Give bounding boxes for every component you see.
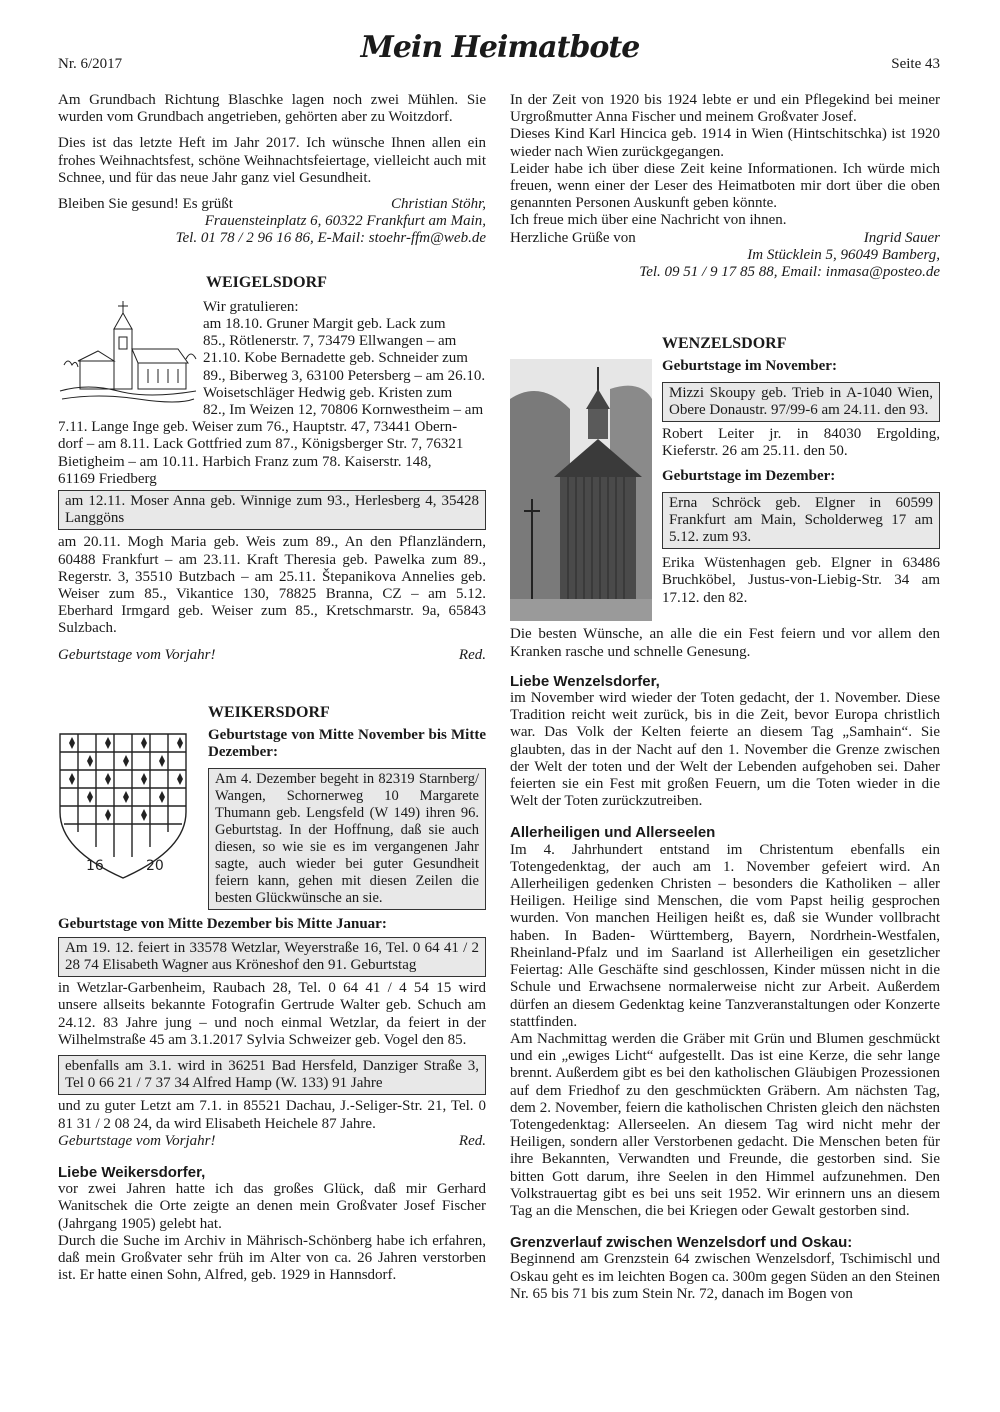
weikersdorf-subheading-2: Geburtstage von Mitte Dezember bis Mitte Januar:: [58, 915, 387, 932]
right-paragraph-3: Leider habe ich über diese Zeit keine Informationen. Ich würde mich freuen, wenn einer der Leser des Heimatboten mir dort über die oben genannten Personen Auskunft geben könnte.: [510, 160, 940, 212]
weigelsdorf-full-2: dorf – am 8.11. Lack Gottfried zum 87., Königsberger Str. 7, 76321: [58, 436, 464, 453]
weikersdorf-highlight-box: Am 4. Dezember begeht in 82319 Starnberg/ Wangen, Schornerweg 10 Margarete Thumann geb. Lengsfeld (W 149) ihren 96. Geburtstag. In der Hoffnung, daß sie auch diesen, so wie sie es im vergangenen Jahr sagte, auch wieder bei guter Gesundheit feiern kann, gehen mit diesen Zeilen die besten Glückwünsche an sie.: [208, 768, 486, 910]
weigelsdorf-heading: WEIGELSDORF: [206, 273, 327, 291]
wenzelsdorf-heading: WENZELSDORF: [662, 335, 787, 353]
weigelsdorf-line-3: 85., Rötlenerstr. 7, 73479 Ellwangen – am: [203, 333, 457, 350]
right-signature-line: [510, 230, 940, 247]
weikersdorf-letter-2: Durch die Suche im Archiv in Mährisch-Schönberg habe ich erfahren, daß mein Großvater sehr früh im Alter von ca. 26 Jahren verstorben ist. Er hatte einen Sohn, Alfred, geb. 1929 in Hannsdorf.: [58, 1232, 486, 1284]
weikersdorf-subheading: Geburtstage von Mitte November bis Mitte Dezember:: [208, 727, 486, 761]
weikersdorf-letter-heading: Liebe Weikersdorfer,: [58, 1163, 206, 1181]
weigelsdorf-red: Red.: [458, 646, 486, 663]
issue-number: Nr. 6/2017: [58, 56, 123, 72]
chapel-photo-icon: [510, 359, 652, 621]
wenzelsdorf-erika: Erika Wüstenhagen geb. Elgner in 63486 Bruchköbel, Justus-von-Liebig-Str. 34 am 17.12. den 82.: [662, 555, 940, 606]
allerheiligen-text-2: Am Nachmittag werden die Gräber mit Grün und Blumen geschmückt und ein „ewiges Licht“ aufgestellt. Das ist eine Kerze, die sehr lange brennt. Außerdem gibt es bei den katholischen Gläubigen Prozessionen auf dem Friedhof zu den geschmückten Gräbern. Am nächsten Tag, dem 2. November, feiern die katholischen Christen gleich den nächsten Totengedenktag: Allerseelen. An diesem Tag wird nicht mehr der Heiligen, sondern aller Verstorbenen gedacht. Die Menschen beten für ihre Bekannten, Verwandten und Freunde, die gestorben sind. Sie bitten Gott darum, ihre Seelen in den Himmel aufzunehmen. Den Volkstrauertag gibt es bei uns seit 1952. Wir erinnern uns an diesem Tag an die Menschen, die bei Kriegen oder Gewalt gestorben sind.: [510, 1030, 940, 1219]
weigelsdorf-full-3: Bietigheim – am 10.11. Harbich Franz zum 78. Kaiserstr. 148,: [58, 453, 432, 470]
weikersdorf-note-line: [58, 1133, 486, 1150]
coat-of-arms-icon: [58, 732, 188, 882]
signature-name: Christian Stöhr,: [390, 196, 486, 213]
wenzelsdorf-robert: Robert Leiter jr. in 84030 Ergolding, Kieferstr. 26 am 25.11. den 50.: [662, 426, 940, 460]
greeting: Bleiben Sie gesund! Es grüßt: [58, 196, 233, 213]
right-paragraph-4: Ich freue mich über eine Nachricht von ihnen.: [510, 212, 787, 229]
allerheiligen-text-1: Im 4. Jahrhundert entstand im Christentum ebenfalls ein Totengedenktag, der auch am 1. November gefeiert wird. An Allerheiligen gedenken Christen – besonders die Katholiken – aller Heiligen. Heilige sind Menschen, die vom Papst heilig gesprochen wurden. Von manchen Heiligen heißt es, daß sie Wunder vollbracht haben. In Baden- Württemberg, Bayern, Nordrhein-Westfalen, Rheinland-Pfalz und im Saarland ist Allerheiligen ein gesetzlicher Feiertag: Alle Geschäfte sind geschlossen, Kinder müssen nicht in die Schule und Erwachsene normalerweise nicht zur Arbeit. Außerdem dürfen an diesem Gedenktag keine Tanzveranstaltungen oder Konzerte stattfinden.: [510, 841, 940, 1030]
masthead-title: Mein Heimatbote: [360, 30, 640, 65]
weigelsdorf-highlight-box: am 12.11. Moser Anna geb. Winnige zum 93., Herlesberg 4, 35428 Langgöns: [58, 490, 486, 530]
signature-line: [58, 196, 486, 213]
wenzelsdorf-sub-december: Geburtstage im Dezember:: [662, 468, 836, 485]
crest-left-label: 16: [86, 857, 104, 874]
right-column: [510, 92, 940, 1303]
weikersdorf-note: Geburtstage vom Vorjahr!: [58, 1132, 216, 1149]
weikersdorf-box-3: ebenfalls am 3.1. wird in 36251 Bad Hersfeld, Danziger Straße 3, Tel 0 66 21 / 7 37 34 Alfred Hamp (W. 133) 91 Jahre: [58, 1055, 486, 1095]
wenzelsdorf-letter-text: im November wird wieder der Toten gedacht, der 1. November. Diese Tradition reicht weit zurück, bis in die Zeit, bevor Europa christlich war. Das Volk der Kelten feierte an diesem Tag „Samhain“. Sie glaubten, das in der Nacht auf den 1. November die Grenze zwischen der Welt der toten und der Welt der Lebenden aufgehoben sei. Daher feierten sie ein Fest mit großen Feuern, um die Toten wieder in die Welt der Toten zurückzutreiben.: [510, 690, 940, 810]
weikersdorf-after-3: und zu guter Letzt am 7.1. in 85521 Dachau, J.-Seliger-Str. 21, Tel. 0 81 31 / 2 08 24, da wird Elisabeth Heichele 87 Jahre.: [58, 1098, 486, 1132]
wenzelsdorf-box-november: Mizzi Skoupy geb. Trieb in A-1040 Wien, Obere Donaustr. 97/99-6 am 24.11. den 93.: [662, 382, 940, 422]
signature-address: Frauensteinplatz 6, 60322 Frankfurt am Main,: [204, 213, 486, 230]
weigelsdorf-full-4: 61169 Friedberg: [58, 470, 157, 487]
weikersdorf-box-2: Am 19. 12. feiert in 33578 Wetzlar, Weyerstraße 16, Tel. 0 64 41 / 2 28 74 Elisabeth Wagner aus Kröneshof den 91. Geburtstag: [58, 937, 486, 977]
weigelsdorf-line-6: Woisetschläger Hedwig geb. Kristen zum: [203, 384, 453, 401]
right-paragraph-2: Dieses Kind Karl Hincica geb. 1914 in Wien (Hintschitschka) ist 1920 wieder nach Wien zurückgegangen.: [510, 126, 940, 160]
allerheiligen-heading: Allerheiligen und Allerseelen: [510, 824, 716, 842]
church-icon: [58, 299, 198, 409]
church-illustration: [58, 299, 203, 419]
page-number: Seite 43: [891, 56, 940, 72]
weigelsdorf-note-line: [58, 647, 486, 664]
weikersdorf-after-2: in Wetzlar-Garbenheim, Raubach 28, Tel. 0 64 41 / 4 54 15 wird unsere allseits bekannte Fotografin Gertrude Walter geb. Schuch am 24.12. 83 Jahre jung – und noch einmal Wetzlar, da feiert in der Wilhelmstraße 45 am 3.1.2017 Sylvia Schweizer geb. Vogel den 85.: [58, 980, 486, 1048]
weikersdorf-letter-1: vor zwei Jahren hatte ich das großes Glück, daß mir Gerhard Wanitschek die Orte zeigte an denen mein Großvater Josef Fischer (Jahrgang 1905) gelebt hat.: [58, 1181, 486, 1232]
wenzelsdorf-sub-november: Geburtstage im November:: [662, 358, 837, 375]
right-signature-contact: Tel. 09 51 / 9 17 85 88, Email: inmasa@posteo.de: [639, 264, 940, 281]
weigelsdorf-line-7: 82., Im Weizen 12, 70806 Kornwestheim – am: [203, 402, 484, 419]
weikersdorf-heading: WEIKERSDORF: [208, 703, 330, 721]
weikersdorf-red: Red.: [458, 1132, 486, 1149]
grenzverlauf-text: Beginnend am Grenzstein 64 zwischen Wenzelsdorf, Tschimischl und Oskau geht es im leichten Bogen ca. 300m gegen Süden an den Steinen Nr. 65 bis 71 bis zum Stein Nr. 72, danach im Bogen von: [510, 1251, 940, 1302]
grenzverlauf-heading: Grenzverlauf zwischen Wenzelsdorf und Oskau:: [510, 1234, 853, 1252]
weigelsdorf-line-4: 21.10. Kobe Bernadette geb. Schneider zum: [203, 350, 468, 367]
signature-contact: Tel. 01 78 / 2 96 16 86, E-Mail: stoehr-ffm@web.de: [175, 230, 486, 247]
wenzelsdorf-box-december: Erna Schröck geb. Elgner in 60599 Frankfurt am Main, Scholderweg 17 am 5.12. zum 93.: [662, 492, 940, 550]
weigelsdorf-line-2: am 18.10. Gruner Margit geb. Lack zum: [203, 316, 446, 333]
crest-right-label: 20: [146, 857, 164, 874]
weigelsdorf-line-5: 89., Biberweg 3, 63100 Petersberg – am 26.10.: [203, 367, 486, 384]
weigelsdorf-note: Geburtstage vom Vorjahr!: [58, 646, 216, 663]
wenzelsdorf-wishes: Die besten Wünsche, an alle die ein Fest feiern und vor allem den Kranken rasche und schnelle Genesung.: [510, 626, 940, 660]
weigelsdorf-after: am 20.11. Mogh Maria geb. Weis zum 89., An den Pflanzländern, 60488 Frankfurt – am 23.11. Kraft Theresia geb. Pawelka zum 89., Regerstr. 3, 35510 Butzbach – am 25.11. Štepanikova Annelies geb. Weiser zum 85., Vikantice 130, 78825 Branna, CZ – am 5.12. Eberhard Irmgard geb. Weiser zum 85., Kretschmarstr. 9a, 65843 Sulzbach.: [58, 534, 486, 637]
chapel-photo: [510, 335, 662, 626]
left-column: [58, 92, 486, 1284]
weikersdorf-crest: [58, 704, 208, 910]
right-signature-name: Ingrid Sauer: [863, 229, 940, 246]
weigelsdorf-full-1: 7.11. Lange Inge geb. Weiser zum 76., Hauptstr. 47, 73441 Obern-: [58, 419, 458, 436]
weigelsdorf-line-1: Wir gratulieren:: [203, 298, 299, 315]
right-greeting: Herzliche Grüße von: [510, 229, 636, 246]
intro-paragraph-2: Dies ist das letzte Heft im Jahr 2017. Ich wünsche Ihnen allen ein frohes Weihnachtsfest, schöne Weihnachtsfeiertage, vielleicht auch mit Schnee, und für das neue Jahr ganz viel Gesundheit.: [58, 135, 486, 186]
right-paragraph-1: In der Zeit von 1920 bis 1924 lebte er und ein Pflegekind bei meiner Urgroßmutter Anna Fischer und meinem Großvater Josef.: [510, 92, 940, 126]
intro-paragraph-1: Am Grundbach Richtung Blaschke lagen noch zwei Mühlen. Sie wurden vom Grundbach angetrieben, gehörten aber zu Woitzdorf.: [58, 92, 486, 126]
wenzelsdorf-letter-heading: Liebe Wenzelsdorfer,: [510, 672, 660, 690]
right-signature-address: Im Stücklein 5, 96049 Bamberg,: [747, 246, 940, 263]
